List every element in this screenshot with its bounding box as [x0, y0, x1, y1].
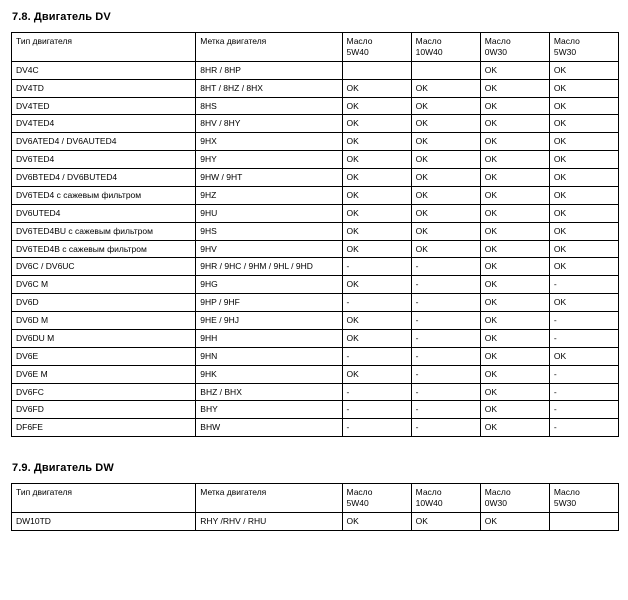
table-row [12, 186, 619, 204]
cell-oil-5w30: OK [549, 347, 618, 365]
cell-oil-0w30: OK [480, 186, 549, 204]
cell-engine-mark: 9HE / 9HJ [196, 312, 342, 330]
cell-oil-0w30: OK [480, 115, 549, 133]
engine-table-dw [11, 483, 619, 531]
column-header-label: Тип двигателя [16, 36, 73, 46]
cell-oil-5w40: OK [342, 115, 411, 133]
cell-oil-0w30: OK [480, 97, 549, 115]
cell-oil-5w40 [342, 61, 411, 79]
column-header-grade: 5W30 [553, 46, 577, 57]
cell-engine-type: DV6BTED4 / DV6BUTED4 [12, 169, 196, 187]
table-row [12, 133, 619, 151]
cell-engine-mark: RHY /RHV / RHU [196, 512, 342, 530]
cell-engine-mark: 9HH [196, 329, 342, 347]
cell-oil-0w30: OK [480, 312, 549, 330]
cell-engine-mark: 9HP / 9HF [196, 294, 342, 312]
cell-oil-5w40: OK [342, 312, 411, 330]
cell-oil-5w40: - [342, 401, 411, 419]
cell-engine-mark: 9HG [196, 276, 342, 294]
cell-oil-5w30: OK [549, 133, 618, 151]
cell-oil-5w40: OK [342, 97, 411, 115]
cell-oil-10w40: OK [411, 204, 480, 222]
cell-oil-0w30: OK [480, 61, 549, 79]
table-row [12, 61, 619, 79]
cell-engine-mark: 8HR / 8HP [196, 61, 342, 79]
column-header-label: Масло [346, 36, 373, 46]
column-header-grade: 0W30 [484, 46, 507, 57]
cell-oil-5w30: OK [549, 151, 618, 169]
cell-oil-5w30: OK [549, 222, 618, 240]
cell-oil-0w30: OK [480, 240, 549, 258]
cell-engine-type: DV6FD [12, 401, 196, 419]
table-row [12, 258, 619, 276]
cell-engine-mark: 9HW / 9HT [196, 169, 342, 187]
table-row [12, 240, 619, 258]
table-row [12, 169, 619, 187]
cell-engine-type: DW10TD [12, 512, 196, 530]
column-header-label: Метка двигателя [200, 36, 267, 46]
column-header-oil-5w30 [549, 484, 618, 513]
cell-oil-10w40: OK [411, 512, 480, 530]
cell-oil-10w40: OK [411, 169, 480, 187]
cell-engine-mark: 9HX [196, 133, 342, 151]
column-header-oil-10w40 [411, 33, 480, 62]
column-header-label: Метка двигателя [200, 487, 267, 498]
cell-oil-5w30: - [549, 383, 618, 401]
cell-oil-5w30: OK [549, 169, 618, 187]
cell-engine-type: DF6FE [12, 419, 196, 437]
cell-oil-5w30: OK [549, 240, 618, 258]
cell-oil-5w40: OK [342, 365, 411, 383]
table-row [12, 294, 619, 312]
cell-oil-5w40: OK [342, 79, 411, 97]
cell-engine-mark: 9HR / 9HC / 9HM / 9HL / 9HD [196, 258, 342, 276]
cell-engine-type: DV6C / DV6UC [12, 258, 196, 276]
column-header-engine-mark [196, 484, 342, 513]
cell-oil-0w30: OK [480, 347, 549, 365]
cell-engine-type: DV6E M [12, 365, 196, 383]
table-header-row [12, 33, 619, 62]
table-row [12, 312, 619, 330]
cell-oil-0w30: OK [480, 329, 549, 347]
cell-oil-5w30: OK [549, 186, 618, 204]
column-header-label: Масло [484, 487, 511, 498]
cell-oil-10w40: - [411, 294, 480, 312]
cell-engine-mark: 8HV / 8HY [196, 115, 342, 133]
cell-oil-0w30: OK [480, 169, 549, 187]
cell-engine-mark: BHY [196, 401, 342, 419]
cell-engine-type: DV6E [12, 347, 196, 365]
cell-oil-10w40 [411, 61, 480, 79]
cell-oil-5w40: - [342, 347, 411, 365]
cell-oil-0w30: OK [480, 204, 549, 222]
cell-engine-type: DV6TED4BU с сажевым фильтром [12, 222, 196, 240]
column-header-oil-5w30 [549, 33, 618, 62]
column-header-oil-5w40 [342, 484, 411, 513]
cell-engine-type: DV4TED4 [12, 115, 196, 133]
cell-oil-5w30: OK [549, 79, 618, 97]
cell-engine-mark: BHW [196, 419, 342, 437]
cell-oil-5w30: OK [549, 204, 618, 222]
cell-oil-5w40: - [342, 294, 411, 312]
column-header-label: Масло [415, 36, 442, 46]
cell-engine-type: DV6TED4 с сажевым фильтром [12, 186, 196, 204]
cell-engine-mark: 9HK [196, 365, 342, 383]
table-header [12, 484, 619, 513]
cell-oil-10w40: - [411, 383, 480, 401]
table-row [12, 329, 619, 347]
cell-oil-10w40: - [411, 312, 480, 330]
cell-oil-10w40: - [411, 276, 480, 294]
column-header-oil-0w30 [480, 33, 549, 62]
column-header-oil-5w40 [342, 33, 411, 62]
cell-oil-5w30: OK [549, 258, 618, 276]
column-header-label: Масло [484, 36, 511, 46]
page-title-dw: 7.9. Двигатель DW [12, 462, 114, 475]
cell-oil-5w30: - [549, 329, 618, 347]
cell-engine-type: DV4TED [12, 97, 196, 115]
table-row [12, 419, 619, 437]
cell-oil-0w30: OK [480, 294, 549, 312]
cell-engine-mark: 9HS [196, 222, 342, 240]
cell-engine-type: DV6ATED4 / DV6AUTED4 [12, 133, 196, 151]
table-row [12, 151, 619, 169]
column-header-grade: 10W40 [415, 498, 443, 508]
cell-engine-type: DV6DU M [12, 329, 196, 347]
cell-engine-type: DV6TED4B с сажевым фильтром [12, 240, 196, 258]
column-header-label: Масло [553, 487, 580, 498]
table-row [12, 97, 619, 115]
column-header-engine-type [12, 484, 196, 513]
cell-oil-5w40: OK [342, 276, 411, 294]
cell-oil-5w40: OK [342, 204, 411, 222]
cell-engine-type: DV6FC [12, 383, 196, 401]
column-header-engine-mark [196, 33, 342, 62]
cell-oil-5w40: - [342, 419, 411, 437]
table-header [12, 33, 619, 62]
cell-oil-5w40: OK [342, 512, 411, 530]
cell-oil-0w30: OK [480, 133, 549, 151]
cell-oil-5w30: - [549, 276, 618, 294]
cell-oil-10w40: OK [411, 151, 480, 169]
table-body [12, 512, 619, 530]
cell-oil-10w40: - [411, 401, 480, 419]
page-title: 7.8. Двигатель DV [12, 11, 111, 23]
cell-oil-5w30: - [549, 312, 618, 330]
cell-engine-mark: 9HY [196, 151, 342, 169]
cell-oil-5w40: OK [342, 329, 411, 347]
cell-engine-mark: 9HU [196, 204, 342, 222]
cell-engine-type: DV6D [12, 294, 196, 312]
cell-oil-5w40: - [342, 258, 411, 276]
table-row [12, 401, 619, 419]
cell-oil-10w40: OK [411, 97, 480, 115]
column-header-grade: 5W40 [346, 498, 369, 508]
cell-oil-10w40: OK [411, 186, 480, 204]
column-header-grade: 5W40 [346, 46, 369, 57]
column-header-label: Масло [553, 36, 580, 46]
cell-engine-type: DV6TED4 [12, 151, 196, 169]
cell-oil-10w40: - [411, 329, 480, 347]
cell-oil-10w40: OK [411, 240, 480, 258]
cell-oil-10w40: - [411, 347, 480, 365]
column-header-grade: 5W30 [553, 498, 577, 508]
table-row [12, 383, 619, 401]
cell-engine-mark: 8HT / 8HZ / 8HX [196, 79, 342, 97]
table-header-row [12, 484, 619, 513]
column-header-grade: 10W40 [415, 46, 443, 57]
column-header-oil-0w30 [480, 484, 549, 513]
cell-oil-10w40: - [411, 419, 480, 437]
table-row [12, 222, 619, 240]
cell-engine-mark: 8HS [196, 97, 342, 115]
table-row [12, 347, 619, 365]
cell-oil-5w30: OK [549, 115, 618, 133]
cell-oil-5w30: - [549, 401, 618, 419]
cell-oil-10w40: OK [411, 115, 480, 133]
section-spacer [10, 437, 618, 459]
cell-oil-5w30: OK [549, 61, 618, 79]
column-header-oil-10w40 [411, 484, 480, 513]
cell-oil-0w30: OK [480, 276, 549, 294]
cell-oil-10w40: - [411, 365, 480, 383]
table-body [12, 61, 619, 436]
cell-oil-5w30 [549, 512, 618, 530]
table-row [12, 204, 619, 222]
cell-oil-5w40: OK [342, 240, 411, 258]
table-row [12, 512, 619, 530]
cell-oil-5w40: OK [342, 133, 411, 151]
cell-oil-0w30: OK [480, 419, 549, 437]
cell-engine-mark: BHZ / BHX [196, 383, 342, 401]
column-header-engine-type [12, 33, 196, 62]
cell-oil-5w30: - [549, 365, 618, 383]
cell-oil-10w40: OK [411, 79, 480, 97]
column-header-label: Масло [415, 487, 442, 498]
cell-oil-10w40: - [411, 258, 480, 276]
cell-oil-0w30: OK [480, 401, 549, 419]
cell-engine-type: DV4TD [12, 79, 196, 97]
cell-oil-0w30: OK [480, 258, 549, 276]
cell-engine-type: DV6C M [12, 276, 196, 294]
cell-oil-0w30: OK [480, 512, 549, 530]
cell-oil-5w30: OK [549, 294, 618, 312]
column-header-grade: 0W30 [484, 498, 507, 508]
cell-oil-10w40: OK [411, 222, 480, 240]
cell-oil-0w30: OK [480, 383, 549, 401]
cell-oil-5w30: - [549, 419, 618, 437]
cell-engine-type: DV4C [12, 61, 196, 79]
column-header-label: Масло [346, 487, 373, 498]
cell-engine-mark: 9HZ [196, 186, 342, 204]
engine-table-dv [11, 32, 619, 437]
cell-oil-10w40: OK [411, 133, 480, 151]
cell-oil-5w40: - [342, 383, 411, 401]
cell-oil-0w30: OK [480, 365, 549, 383]
cell-oil-0w30: OK [480, 79, 549, 97]
cell-oil-0w30: OK [480, 222, 549, 240]
cell-engine-mark: 9HN [196, 347, 342, 365]
cell-oil-5w40: OK [342, 186, 411, 204]
cell-engine-type: DV6D M [12, 312, 196, 330]
cell-oil-5w40: OK [342, 151, 411, 169]
table-row [12, 115, 619, 133]
cell-engine-mark: 9HV [196, 240, 342, 258]
cell-oil-5w40: OK [342, 222, 411, 240]
column-header-label: Тип двигателя [16, 487, 73, 498]
table-row [12, 365, 619, 383]
table-row [12, 79, 619, 97]
cell-oil-5w30: OK [549, 97, 618, 115]
cell-engine-type: DV6UTED4 [12, 204, 196, 222]
cell-oil-0w30: OK [480, 151, 549, 169]
table-row [12, 276, 619, 294]
cell-oil-5w40: OK [342, 169, 411, 187]
